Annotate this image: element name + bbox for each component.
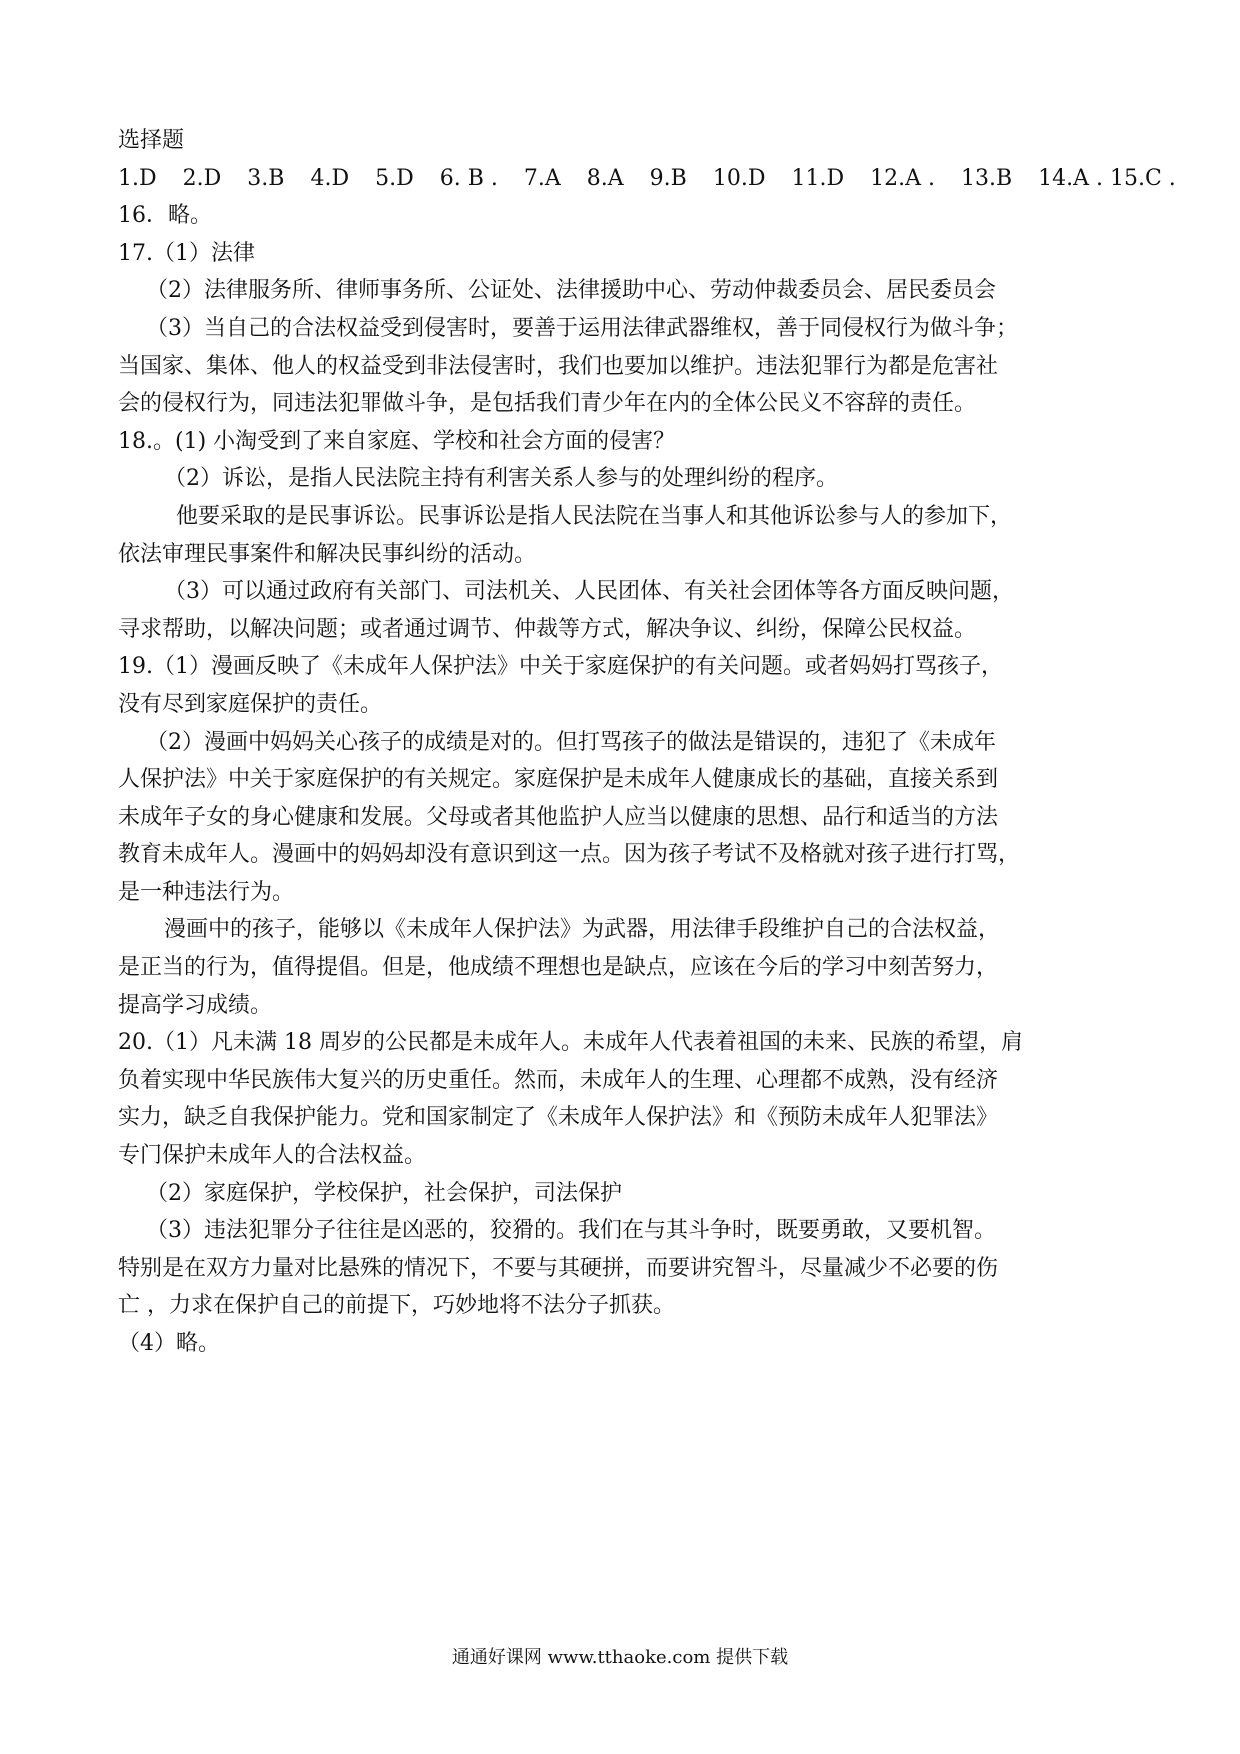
mc-answer: 3.B xyxy=(247,165,285,191)
q20-part1-line3: 实力，缺乏自我保护能力。党和国家制定了《未成年人保护法》和《预防未成年人犯罪法》 xyxy=(118,1105,999,1131)
mc-answer: 14.A . 15.C . xyxy=(1038,165,1176,191)
q19-part2-line1: （2）漫画中妈妈关心孩子的成绩是对的。但打骂孩子的做法是错误的，违犯了《未成年 xyxy=(146,729,996,755)
q19-part2-line4: 教育未成年人。漫画中的妈妈却没有意识到这一点。因为孩子考试不及格就对孩子进行打骂， xyxy=(118,842,1021,868)
mc-answer: 10.D xyxy=(712,165,766,191)
page-footer: 通通好课网 www.tthaoke.com 提供下载 xyxy=(451,1647,789,1668)
mc-answer: 5.D xyxy=(375,165,414,191)
mc-answer: 11.D xyxy=(791,165,845,191)
q18-part2-line3: 依法审理民事案件和解决民事纠纷的活动。 xyxy=(118,541,537,567)
mc-answer: 1.D xyxy=(118,165,157,191)
q19-part2-line2: 人保护法》中关于家庭保护的有关规定。家庭保护是未成年人健康成长的基础，直接关系到 xyxy=(118,767,999,793)
q18-part3-line1: （3）可以通过政府有关部门、司法机关、人民团体、有关社会团体等各方面反映问题， xyxy=(164,579,1014,605)
q20-part3-line1: （3）违法犯罪分子往往是凶恶的，狡猾的。我们在与其斗争时，既要勇敢，又要机智。 xyxy=(146,1218,996,1244)
q20-part1-line4: 专门保护未成年人的合法权益。 xyxy=(118,1143,427,1169)
q19-part3-line1: 漫画中的孩子，能够以《未成年人保护法》为武器，用法律手段维护自己的合法权益， xyxy=(164,917,1001,943)
q18-part3-line2: 寻求帮助，以解决问题；或者通过调节、仲裁等方式，解决争议、纠纷，保障公民权益。 xyxy=(118,616,977,642)
mc-answer: 12.A . xyxy=(870,165,935,191)
q20-part2: （2）家庭保护，学校保护，社会保护，司法保护 xyxy=(146,1180,622,1206)
q20-part1-line2: 负着实现中华民族伟大复兴的历史重任。然而，未成年人的生理、心理都不成熟，没有经济 xyxy=(118,1067,999,1093)
q19-part1-line1: 19.（1）漫画反映了《未成年人保护法》中关于家庭保护的有关问题。或者妈妈打骂孩子， xyxy=(118,654,1003,680)
q17-part1: 17.（1）法律 xyxy=(118,240,255,266)
q19-part3-line2: 是正当的行为，值得提倡。但是，他成绩不理想也是缺点，应该在今后的学习中刻苦努力， xyxy=(118,955,999,981)
q19-part3-line3: 提高学习成绩。 xyxy=(118,992,273,1018)
q20-part1-line1: 20.（1）凡未满 18 周岁的公民都是未成年人。未成年人代表着祖国的未来、民族的希望，肩 xyxy=(118,1030,1023,1056)
mc-answer: 9.B xyxy=(649,165,687,191)
mc-answer: 2.D xyxy=(182,165,222,191)
q17-part2: （2）法律服务所、律师事务所、公证处、法律援助中心、劳动仲裁委员会、居民委员会 xyxy=(146,278,996,304)
q19-part2-line5: 是一种违法行为。 xyxy=(118,879,295,905)
mc-answer: 7.A xyxy=(523,165,561,191)
section-title: 选择题 xyxy=(118,128,185,153)
q20-part3-line3: 亡 ，力求在保护自己的前提下，巧妙地将不法分子抓获。 xyxy=(118,1293,675,1319)
q17-part3-line1: （3）当自己的合法权益受到侵害时，要善于运用法律武器维权，善于同侵权行为做斗争； xyxy=(146,315,1019,341)
q18-part2-line2: 他要采取的是民事诉讼。民事诉讼是指人民法院在当事人和其他诉讼参与人的参加下， xyxy=(176,503,1013,529)
q17-part3-line2: 当国家、集体、他人的权益受到非法侵害时，我们也要加以维护。违法犯罪行为都是危害社 xyxy=(118,353,999,379)
q20-part4: （4）略。 xyxy=(118,1331,220,1356)
mc-answer: 13.B xyxy=(960,165,1013,191)
answer-key-body xyxy=(118,122,1176,1363)
q18-part1: 18.。(1) 小淘受到了来自家庭、学校和社会方面的侵害？ xyxy=(118,428,676,454)
q19-part1-line2: 没有尽到家庭保护的责任。 xyxy=(118,691,383,717)
mc-answer: 8.A xyxy=(586,165,624,191)
multiple-choice-answers xyxy=(118,160,1176,198)
q16-answer: 16．略。 xyxy=(118,203,212,229)
mc-answer: 4.D xyxy=(310,165,350,191)
q19-part2-line3: 未成年子女的身心健康和发展。父母或者其他监护人应当以健康的思想、品行和适当的方法 xyxy=(118,804,999,830)
q20-part3-line2: 特别是在双方力量对比悬殊的情况下，不要与其硬拼，而要讲究智斗，尽量减少不必要的伤 xyxy=(118,1255,999,1281)
mc-answer: 6. B . xyxy=(439,165,498,191)
q17-part3-line3: 会的侵权行为，同违法犯罪做斗争，是包括我们青少年在内的全体公民义不容辞的责任。 xyxy=(118,391,977,417)
q18-part2: （2）诉讼，是指人民法院主持有利害关系人参与的处理纠纷的程序。 xyxy=(164,466,838,492)
